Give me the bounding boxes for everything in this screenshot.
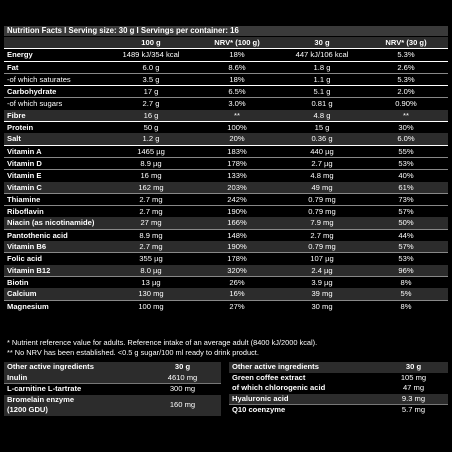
nutrient-name: Vitamin C <box>4 182 108 194</box>
ingredient-name: Hyaluronic acid <box>229 394 379 405</box>
header-cell-30g: 30 g <box>280 37 364 49</box>
table-row <box>4 170 448 182</box>
nutrient-name: Niacin (as nicotinamide) <box>4 217 108 229</box>
value-30g: 2.7 mg <box>280 229 364 241</box>
nutrient-name: Fat <box>4 61 108 73</box>
value-30g: 107 µg <box>280 253 364 265</box>
nutrient-name: Thiamine <box>4 193 108 205</box>
nrv-30g: 55% <box>364 145 448 157</box>
table-header-row <box>4 37 448 49</box>
nrv-100g: 20% <box>194 133 280 145</box>
value-100g: 355 µg <box>108 253 194 265</box>
nrv-100g: ** <box>194 110 280 122</box>
value-100g: 2.7 mg <box>108 193 194 205</box>
nutrient-name: Vitamin E <box>4 170 108 182</box>
header-cell-nrv-30g: NRV* (30 g) <box>364 37 448 49</box>
ingredient-value: 47 mg <box>402 383 425 393</box>
nrv-30g: 53% <box>364 253 448 265</box>
ingredient-name: Green coffee extract <box>232 372 306 382</box>
other-ingredients-right <box>229 362 448 416</box>
ingredient-value: 4610 mg <box>144 373 221 384</box>
value-100g: 8.9 mg <box>108 229 194 241</box>
nrv-100g: 18% <box>194 49 280 61</box>
value-30g: 440 µg <box>280 145 364 157</box>
nrv-30g: 44% <box>364 229 448 241</box>
nutrient-name: Vitamin A <box>4 145 108 157</box>
nrv-30g: 5.3% <box>364 73 448 85</box>
table-row <box>4 157 448 169</box>
nutrient-name: Biotin <box>4 276 108 288</box>
value-30g: 30 mg <box>280 300 364 312</box>
value-30g: 2.4 µg <box>280 265 364 277</box>
value-100g: 2.7 g <box>108 98 194 110</box>
ingredient-value: 105 mg <box>400 372 427 382</box>
nrv-100g: 8.6% <box>194 61 280 73</box>
header-cell <box>4 37 108 49</box>
nrv-30g: 53% <box>364 157 448 169</box>
nrv-100g: 190% <box>194 241 280 253</box>
nrv-30g: 57% <box>364 241 448 253</box>
nrv-100g: 178% <box>194 253 280 265</box>
nrv-30g: 61% <box>364 182 448 194</box>
other-right-header <box>229 362 448 373</box>
value-30g: 1.1 g <box>280 73 364 85</box>
nutrient-name: Folic acid <box>4 253 108 265</box>
table-row <box>4 241 448 253</box>
table-row <box>4 73 448 85</box>
nutrient-name: Riboflavin <box>4 206 108 218</box>
nrv-100g: 242% <box>194 193 280 205</box>
value-100g: 2.7 mg <box>108 241 194 253</box>
table-row <box>4 206 448 218</box>
ingredient-name-line2: (1200 GDU) <box>7 405 48 415</box>
nrv-30g: 2.6% <box>364 61 448 73</box>
ingredient-value: 300 mg <box>144 384 221 395</box>
value-100g: 1489 kJ/354 kcal <box>108 49 194 61</box>
value-100g: 13 µg <box>108 276 194 288</box>
value-100g: 3.5 g <box>108 73 194 85</box>
ingredient-name: Q10 coenzyme <box>229 405 379 416</box>
nrv-30g: 6.0% <box>364 133 448 145</box>
footnotes <box>4 338 448 358</box>
nrv-100g: 16% <box>194 288 280 300</box>
nrv-100g: 166% <box>194 217 280 229</box>
value-100g: 1465 µg <box>108 145 194 157</box>
nrv-100g: 6.5% <box>194 86 280 98</box>
nrv-100g: 203% <box>194 182 280 194</box>
nrv-100g: 3.0% <box>194 98 280 110</box>
nrv-100g: 183% <box>194 145 280 157</box>
value-30g: 4.8 mg <box>280 170 364 182</box>
nrv-100g: 18% <box>194 73 280 85</box>
value-30g: 39 mg <box>280 288 364 300</box>
header-cell-nrv-100g: NRV* (100 g) <box>194 37 280 49</box>
ingredient-value: 160 mg <box>144 395 221 416</box>
ingredient-name: Inulin <box>4 373 144 384</box>
ingredient-name: of which chlorogenic acid <box>232 383 326 393</box>
value-30g: 447 kJ/106 kcal <box>280 49 364 61</box>
list-item <box>229 373 448 384</box>
table-row <box>4 182 448 194</box>
other-left-header-label: Other active ingredients <box>4 362 144 373</box>
list-item <box>4 373 221 384</box>
footnote-nrv: * Nutrient reference value for adults. Reference intake of an average adult (8400 kJ/2000 kcal). <box>7 338 318 347</box>
nutrient-name: -of which saturates <box>4 73 108 85</box>
nutrient-name: Pantothenic acid <box>4 229 108 241</box>
value-100g: 8.0 µg <box>108 265 194 277</box>
ingredient-name <box>4 395 144 416</box>
value-100g: 6.0 g <box>108 61 194 73</box>
nrv-100g: 133% <box>194 170 280 182</box>
list-item <box>4 384 221 395</box>
value-30g: 0.81 g <box>280 98 364 110</box>
value-30g: 0.79 mg <box>280 241 364 253</box>
value-100g: 100 mg <box>108 300 194 312</box>
table-row <box>4 98 448 110</box>
ingredient-value: 9.3 mg <box>379 394 448 405</box>
value-30g: 7.9 mg <box>280 217 364 229</box>
value-30g: 0.79 mg <box>280 193 364 205</box>
value-100g: 17 g <box>108 86 194 98</box>
value-30g: 15 g <box>280 122 364 134</box>
nutrient-name: Energy <box>4 49 108 61</box>
table-row <box>4 145 448 157</box>
table-row <box>4 217 448 229</box>
table-row <box>4 193 448 205</box>
nrv-30g: 40% <box>364 170 448 182</box>
table-row <box>4 253 448 265</box>
nrv-30g: 30% <box>364 122 448 134</box>
table-row <box>4 122 448 134</box>
value-30g: 0.79 mg <box>280 206 364 218</box>
table-row <box>4 300 448 312</box>
nutrient-name: Protein <box>4 122 108 134</box>
list-item <box>229 405 448 416</box>
table-row <box>4 49 448 61</box>
nrv-30g: 50% <box>364 217 448 229</box>
value-30g: 0.36 g <box>280 133 364 145</box>
nrv-30g: 5.3% <box>364 49 448 61</box>
list-item <box>4 395 221 416</box>
value-30g: 3.9 µg <box>280 276 364 288</box>
value-100g: 27 mg <box>108 217 194 229</box>
nutrient-name: Calcium <box>4 288 108 300</box>
value-30g: 5.1 g <box>280 86 364 98</box>
nutrition-title: Nutrition Facts I Serving size: 30 g I Servings per container: 16 <box>4 26 448 36</box>
value-100g: 50 g <box>108 122 194 134</box>
nrv-30g: 73% <box>364 193 448 205</box>
list-item <box>229 383 448 394</box>
ingredient-value: 5.7 mg <box>379 405 448 416</box>
value-30g: 1.8 g <box>280 61 364 73</box>
table-row <box>4 288 448 300</box>
nutrient-name: Vitamin D <box>4 157 108 169</box>
table-row <box>4 86 448 98</box>
nrv-100g: 100% <box>194 122 280 134</box>
value-30g: 49 mg <box>280 182 364 194</box>
nutrition-table <box>4 37 448 312</box>
value-100g: 1.2 g <box>108 133 194 145</box>
nutrient-name: Carbohydrate <box>4 86 108 98</box>
nutrient-name: Vitamin B6 <box>4 241 108 253</box>
nutrient-name: -of which sugars <box>4 98 108 110</box>
nrv-100g: 320% <box>194 265 280 277</box>
table-row <box>4 133 448 145</box>
value-100g: 8.9 µg <box>108 157 194 169</box>
value-100g: 162 mg <box>108 182 194 194</box>
value-100g: 16 mg <box>108 170 194 182</box>
other-left-header <box>4 362 221 373</box>
table-row <box>4 265 448 277</box>
nutrient-name: Vitamin B12 <box>4 265 108 277</box>
nrv-30g: 96% <box>364 265 448 277</box>
value-100g: 2.7 mg <box>108 206 194 218</box>
other-ingredients-left <box>4 362 221 416</box>
value-30g: 4.8 g <box>280 110 364 122</box>
value-100g: 130 mg <box>108 288 194 300</box>
nrv-100g: 178% <box>194 157 280 169</box>
ingredient-name: L-carnitine L-tartrate <box>4 384 144 395</box>
nrv-30g: 2.0% <box>364 86 448 98</box>
footnote-no-nrv: ** No NRV has been established. <0.5 g sugar/100 ml ready to drink product. <box>7 348 259 357</box>
nrv-30g: 8% <box>364 300 448 312</box>
table-row <box>4 61 448 73</box>
other-right-header-unit: 30 g <box>379 362 448 373</box>
nutrient-name: Fibre <box>4 110 108 122</box>
nutrient-name: Magnesium <box>4 300 108 312</box>
value-30g: 2.7 µg <box>280 157 364 169</box>
table-row <box>4 229 448 241</box>
nrv-30g: ** <box>364 110 448 122</box>
nrv-30g: 5% <box>364 288 448 300</box>
nrv-30g: 57% <box>364 206 448 218</box>
nrv-100g: 26% <box>194 276 280 288</box>
list-item <box>229 394 448 405</box>
other-left-header-unit: 30 g <box>144 362 221 373</box>
other-right-header-label: Other active ingredients <box>229 362 379 373</box>
table-row <box>4 110 448 122</box>
nrv-100g: 27% <box>194 300 280 312</box>
nrv-30g: 0.90% <box>364 98 448 110</box>
value-100g: 16 g <box>108 110 194 122</box>
nrv-100g: 148% <box>194 229 280 241</box>
header-cell-100g: 100 g <box>108 37 194 49</box>
nrv-100g: 190% <box>194 206 280 218</box>
ingredient-name-line1: Bromelain enzyme <box>7 394 75 404</box>
table-row <box>4 276 448 288</box>
nrv-30g: 8% <box>364 276 448 288</box>
nutrient-name: Salt <box>4 133 108 145</box>
